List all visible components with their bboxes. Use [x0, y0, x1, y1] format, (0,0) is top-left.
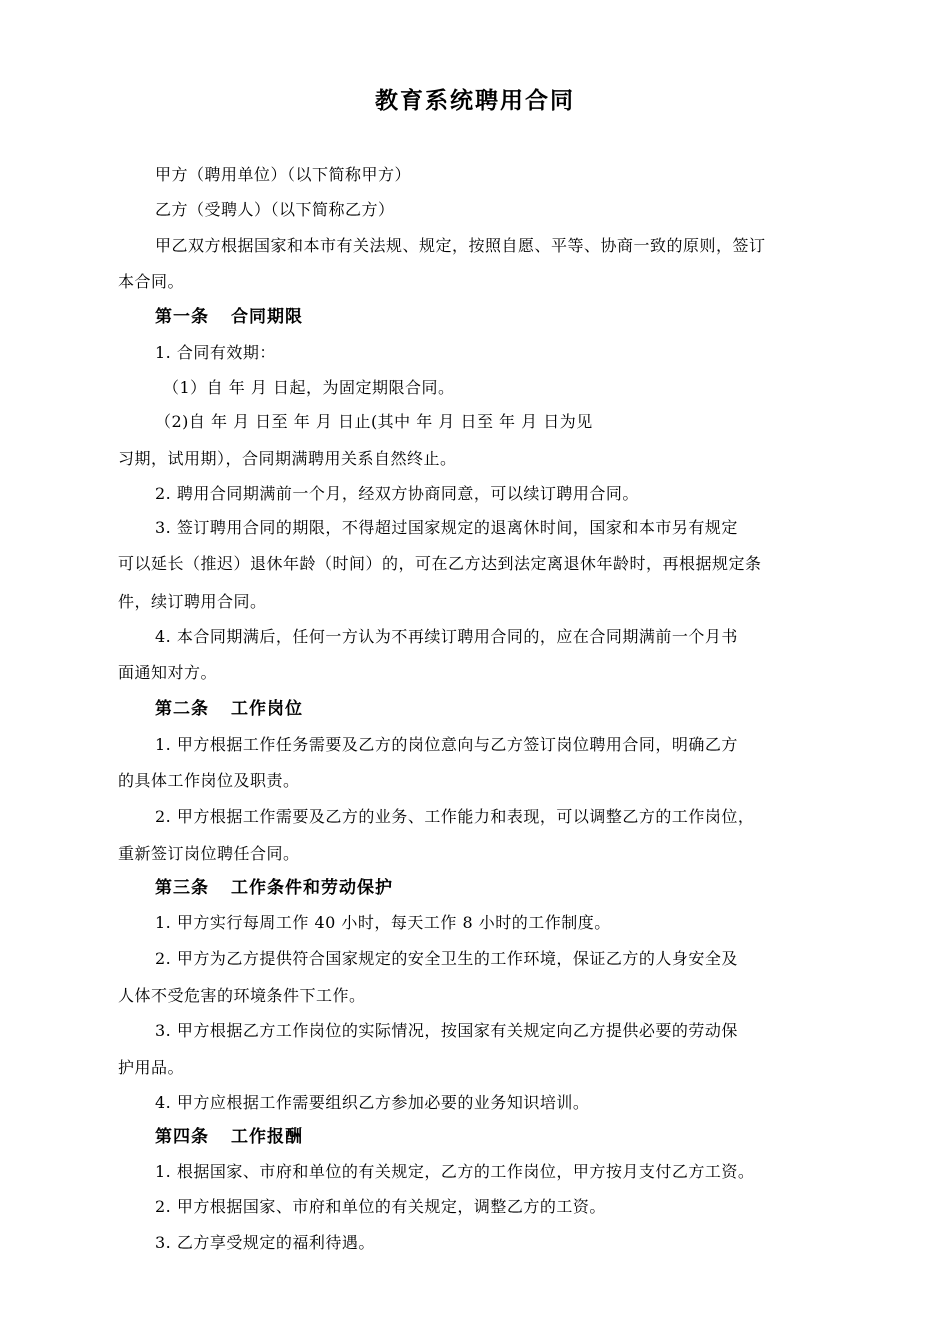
article-3-line-3: 人体不受危害的环境条件下工作。	[118, 986, 366, 1005]
article-4-line-2: 2. 甲方根据国家、市府和单位的有关规定，调整乙方的工资。	[155, 1197, 606, 1216]
article-1-line-10: 面通知对方。	[118, 663, 218, 682]
article-1-line-7: 可以延长（推迟）退休年龄（时间）的，可在乙方达到法定离退休年龄时，再根据规定条	[118, 554, 762, 573]
article-3-line-4: 3. 甲方根据乙方工作岗位的实际情况，按国家有关规定向乙方提供必要的劳动保	[155, 1021, 738, 1040]
article-1-line-1: 1. 合同有效期：	[155, 343, 276, 362]
article-3-line-1: 1. 甲方实行每周工作 40 小时，每天工作 8 小时的工作制度。	[155, 913, 611, 932]
article-1-line-4: 习期，试用期），合同期满聘用关系自然终止。	[118, 449, 457, 468]
article-3-line-6: 4. 甲方应根据工作需要组织乙方参加必要的业务知识培训。	[155, 1093, 590, 1112]
article-4-number: 第四条	[155, 1127, 209, 1147]
document-title: 教育系统聘用合同	[375, 87, 575, 114]
article-1-line-2: （1）自 年 月 日起，为固定期限合同。	[163, 378, 455, 397]
article-1-line-8: 件，续订聘用合同。	[118, 592, 267, 611]
article-3-number: 第三条	[155, 878, 209, 898]
preamble-line-1: 甲乙双方根据国家和本市有关法规、规定，按照自愿、平等、协商一致的原则，签订	[155, 236, 766, 255]
article-3-title: 工作条件和劳动保护	[231, 878, 393, 898]
article-1-line-9: 4. 本合同期满后，任何一方认为不再续订聘用合同的，应在合同期满前一个月书	[155, 627, 738, 646]
article-4-line-1: 1. 根据国家、市府和单位的有关规定，乙方的工作岗位，甲方按月支付乙方工资。	[155, 1162, 755, 1181]
article-4-heading	[155, 1126, 303, 1148]
article-1-title: 合同期限	[231, 307, 303, 327]
article-1-line-3: （2)自 年 月 日至 年 月 日止(其中 年 月 日至 年 月 日为见	[155, 412, 593, 431]
article-2-line-3: 2. 甲方根据工作需要及乙方的业务、工作能力和表现，可以调整乙方的工作岗位，	[155, 807, 755, 826]
preamble-line-2: 本合同。	[118, 272, 185, 291]
article-2-line-1: 1. 甲方根据工作任务需要及乙方的岗位意向与乙方签订岗位聘用合同，明确乙方	[155, 735, 738, 754]
article-2-heading	[155, 698, 303, 720]
article-2-title: 工作岗位	[231, 699, 303, 719]
article-2-line-4: 重新签订岗位聘任合同。	[118, 844, 300, 863]
party-b-line: 乙方（受聘人）（以下简称乙方）	[155, 200, 395, 219]
article-1-line-6: 3. 签订聘用合同的期限，不得超过国家规定的退离休时间，国家和本市另有规定	[155, 518, 738, 537]
article-3-line-5: 护用品。	[118, 1058, 185, 1077]
article-4-title: 工作报酬	[231, 1127, 303, 1147]
article-1-line-5: 2. 聘用合同期满前一个月，经双方协商同意，可以续订聘用合同。	[155, 484, 639, 503]
article-1-heading	[155, 306, 303, 328]
party-a-line: 甲方（聘用单位）（以下简称甲方）	[155, 165, 412, 184]
article-3-heading	[155, 877, 393, 899]
article-2-number: 第二条	[155, 699, 209, 719]
article-3-line-2: 2. 甲方为乙方提供符合国家规定的安全卫生的工作环境，保证乙方的人身安全及	[155, 949, 738, 968]
article-1-number: 第一条	[155, 307, 209, 327]
article-2-line-2: 的具体工作岗位及职责。	[118, 771, 300, 790]
article-4-line-3: 3. 乙方享受规定的福利待遇。	[155, 1233, 375, 1252]
